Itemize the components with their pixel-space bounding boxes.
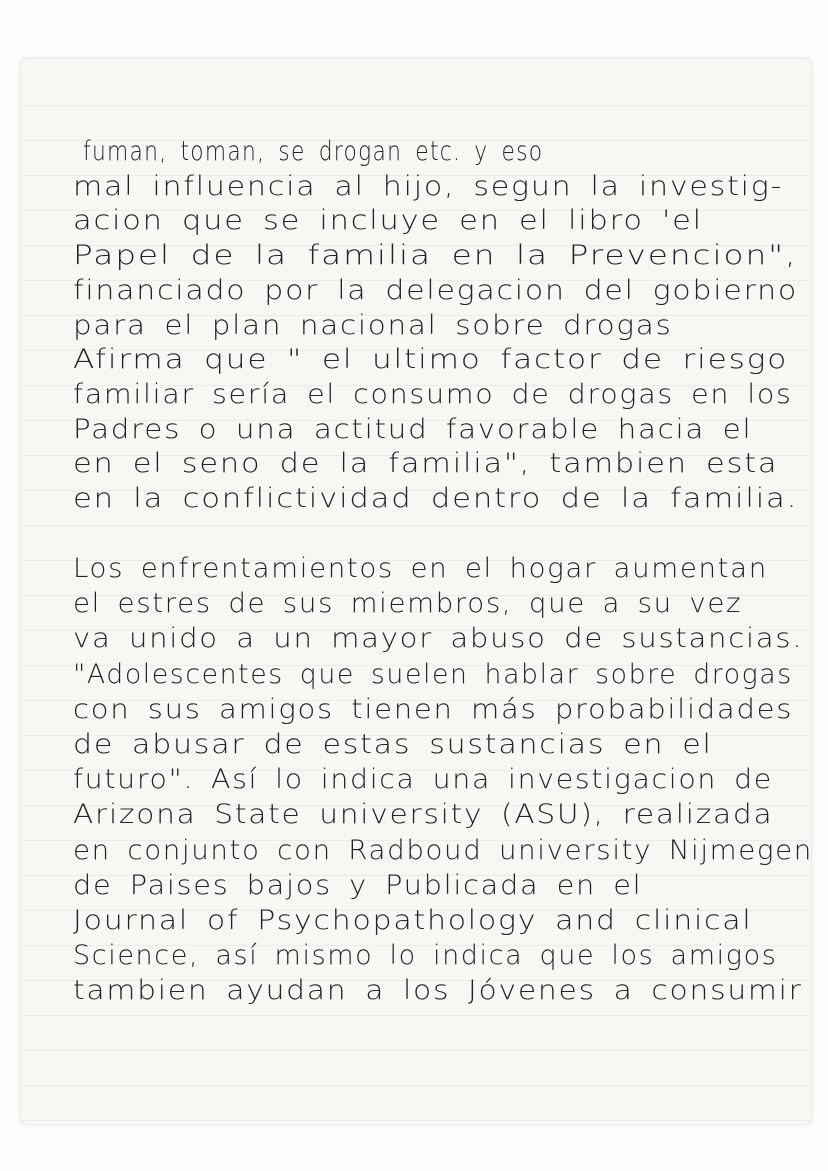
handwritten-line: financiado por la delegacion del gobierno xyxy=(73,274,798,306)
handwritten-line: familiar sería el consumo de drogas en los xyxy=(73,378,793,410)
notebook-page xyxy=(20,58,812,1125)
handwritten-line: Padres o una actitud favorable hacia el xyxy=(73,413,753,445)
handwritten-line: el estres de sus miembros, que a su vez xyxy=(73,588,743,620)
handwritten-line: de abusar de estas sustancias en el xyxy=(73,729,713,760)
handwritten-line: en conjunto con Radboud university Nijmegen xyxy=(73,834,813,866)
handwritten-line: Papel de la familia en la Prevencion", xyxy=(73,240,798,272)
handwritten-line: de Paises bajos y Publicada en el xyxy=(73,869,643,901)
handwritten-line: Journal of Psychopathology and clinical xyxy=(73,905,753,936)
handwritten-line: fuman, toman, se drogan etc. y eso xyxy=(83,136,544,167)
handwritten-line: tambien ayudan a los Jóvenes a consumir xyxy=(73,975,803,1007)
handwritten-line: Arizona State university (ASU), realizada xyxy=(73,799,774,831)
handwritten-line: Los enfrentamientos en el hogar aumentan xyxy=(73,553,768,584)
handwritten-line: acion que se incluye en el libro 'el xyxy=(73,205,703,237)
handwritten-line: "Adolescentes que suelen hablar sobre drogas xyxy=(73,658,793,690)
handwritten-line: mal influencia al hijo, segun la investig- xyxy=(73,170,784,202)
handwritten-line: Science, así mismo lo indica que los amigos xyxy=(73,940,778,972)
handwritten-line: en la conflictividad dentro de la familia. xyxy=(73,483,799,514)
handwritten-line: va unido a un mayor abuso de sustancias. xyxy=(73,623,804,655)
handwritten-line: Afirma que " el ultimo factor de riesgo xyxy=(73,344,789,376)
handwritten-line: con sus amigos tienen más probabilidades xyxy=(73,693,794,725)
handwritten-line: en el seno de la familia", tambien esta xyxy=(73,448,779,480)
handwritten-line: futuro". Así lo indica una investigacion de xyxy=(73,764,773,796)
handwritten-line: para el plan nacional sobre drogas xyxy=(73,309,673,341)
